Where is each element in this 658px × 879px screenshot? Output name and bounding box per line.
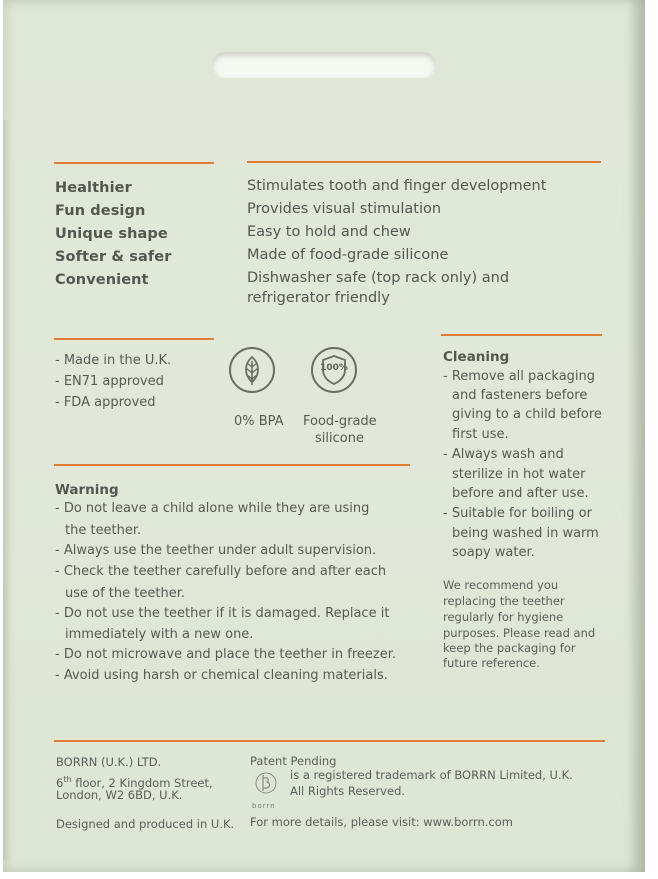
- cleaning-note: future reference.: [443, 656, 540, 670]
- divider: [247, 161, 601, 163]
- divider: [441, 334, 602, 336]
- approval-item: - Made in the U.K.: [55, 353, 172, 368]
- feature-description: Made of food-grade silicone: [247, 247, 449, 263]
- feature-label: Healthier: [55, 180, 132, 196]
- feature-description: Stimulates tooth and finger development: [247, 178, 547, 194]
- divider: [54, 162, 214, 164]
- warning-line: - Do not microwave and place the teether in freezer.: [55, 647, 396, 662]
- divider: [54, 464, 410, 466]
- trademark-text: is a registered trademark of BORRN Limited, U.K.: [290, 768, 573, 782]
- company-name: BORRN (U.K.) LTD.: [56, 755, 162, 769]
- hang-hole: [212, 52, 436, 78]
- shield-percent-text: 100%: [320, 363, 348, 373]
- designed-in: Designed and produced in U.K.: [56, 817, 235, 831]
- warning-line: - Do not use the teether if it is damaged. Replace it: [55, 606, 390, 621]
- approval-item: - EN71 approved: [55, 374, 164, 389]
- address-floor-suffix: th: [63, 775, 72, 784]
- divider: [54, 740, 605, 742]
- cleaning-note: replacing the teether: [443, 594, 565, 608]
- cleaning-note: regularly for hygiene: [443, 610, 564, 624]
- cleaning-line: first use.: [452, 427, 509, 442]
- cleaning-line: before and after use.: [452, 486, 589, 501]
- cleaning-line: - Suitable for boiling or: [443, 506, 592, 521]
- brand-logo-icon: [254, 770, 280, 800]
- rights-text: All Rights Reserved.: [290, 784, 406, 798]
- cleaning-line: sterilize in hot water: [452, 467, 586, 482]
- feature-description: Provides visual stimulation: [247, 201, 442, 217]
- warning-line: - Check the teether carefully before and after each: [55, 564, 387, 579]
- cleaning-note: We recommend you: [443, 578, 559, 592]
- warning-line: use of the teether.: [65, 586, 185, 601]
- address-floor-number: 6: [56, 775, 64, 790]
- leaf-icon: [229, 347, 275, 393]
- silicone-label: Food-grade: [303, 414, 377, 429]
- cleaning-title: Cleaning: [443, 349, 510, 365]
- warning-line: the teether.: [65, 523, 142, 538]
- warning-title: Warning: [55, 482, 119, 498]
- approval-item: - FDA approved: [55, 395, 156, 410]
- cleaning-line: giving to a child before: [452, 407, 602, 422]
- warning-line: - Do not leave a child alone while they are using: [55, 501, 370, 516]
- cleaning-line: - Remove all packaging: [443, 369, 596, 384]
- feature-label: Convenient: [55, 272, 149, 288]
- cleaning-note: purposes. Please read and: [443, 626, 596, 640]
- warning-line: - Avoid using harsh or chemical cleaning materials.: [55, 668, 388, 683]
- feature-label: Unique shape: [55, 226, 168, 242]
- warning-line: immediately with a new one.: [65, 627, 254, 642]
- cleaning-line: and fasteners before: [452, 388, 588, 403]
- cleaning-line: soapy water.: [452, 545, 535, 560]
- website-text: For more details, please visit: www.borrn.com: [250, 815, 513, 829]
- warning-line: - Always use the teether under adult supervision.: [55, 543, 377, 558]
- package-edge-shadow: [627, 0, 645, 872]
- feature-label: Softer & safer: [55, 249, 172, 265]
- company-city: London, W2 6BD, U.K.: [56, 788, 183, 802]
- shield-icon: [311, 347, 357, 393]
- silicone-label: silicone: [315, 431, 364, 446]
- divider: [54, 338, 214, 340]
- cleaning-note: keep the packaging for: [443, 641, 576, 655]
- feature-description: Dishwasher safe (top rack only) and: [247, 270, 510, 286]
- feature-description: Easy to hold and chew: [247, 224, 411, 240]
- bpa-label: 0% BPA: [234, 414, 284, 429]
- patent-text: Patent Pending: [250, 754, 337, 768]
- feature-label: Fun design: [55, 203, 146, 219]
- brand-logo-text: borrn: [252, 802, 276, 810]
- package-edge-shadow-left: [3, 120, 11, 860]
- cleaning-line: being washed in warm: [452, 526, 599, 541]
- address-street: floor, 2 Kingdom Street,: [71, 775, 213, 790]
- cleaning-line: - Always wash and: [443, 447, 564, 462]
- feature-description: refrigerator friendly: [247, 290, 390, 306]
